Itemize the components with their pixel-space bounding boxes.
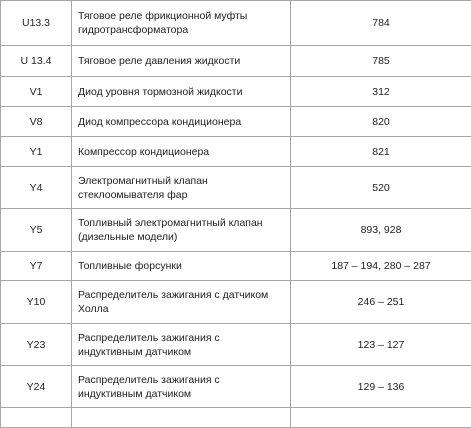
row-description: Распределитель зажигания с индуктивным датчиком bbox=[72, 366, 291, 408]
table-row-partial bbox=[1, 408, 471, 428]
row-number: 821 bbox=[291, 137, 471, 167]
row-code: Y5 bbox=[1, 209, 72, 252]
row-description: Компрессор кондиционера bbox=[72, 137, 291, 167]
row-description: Распределитель зажигания с индуктивным датчиком bbox=[72, 324, 291, 366]
row-number: 187 – 194, 280 – 287 bbox=[291, 252, 471, 281]
table-row bbox=[1, 324, 471, 366]
row-code: Y10 bbox=[1, 281, 72, 324]
row-description: Топливные форсунки bbox=[72, 252, 291, 281]
row-number: 129 – 136 bbox=[291, 366, 471, 408]
row-code: Y7 bbox=[1, 252, 72, 281]
row-description: Диод компрессора кондиционера bbox=[72, 107, 291, 137]
row-description: Электромагнитный клапан стеклоомывателя фар bbox=[72, 167, 291, 209]
row-code: V1 bbox=[1, 77, 72, 107]
row-number: 312 bbox=[291, 77, 471, 107]
row-number: 123 – 127 bbox=[291, 324, 471, 366]
row-description: Тяговое реле давления жидкости bbox=[72, 46, 291, 77]
table-row bbox=[1, 281, 471, 324]
row-number: 820 bbox=[291, 107, 471, 137]
row-description: Распределитель зажигания с датчиком Холла bbox=[72, 281, 291, 324]
table-row bbox=[1, 252, 471, 281]
table-row bbox=[1, 46, 471, 77]
table-row bbox=[1, 366, 471, 408]
table-row bbox=[1, 107, 471, 137]
row-code: U 13.4 bbox=[1, 46, 72, 77]
table-row bbox=[1, 167, 471, 209]
table-row bbox=[1, 77, 471, 107]
row-number-empty bbox=[291, 408, 471, 428]
table-row bbox=[1, 209, 471, 252]
row-code: Y1 bbox=[1, 137, 72, 167]
row-description: Тяговое реле фрикционной муфты гидротрансформатора bbox=[72, 1, 291, 46]
row-code: V8 bbox=[1, 107, 72, 137]
row-code: Y24 bbox=[1, 366, 72, 408]
row-code: Y4 bbox=[1, 167, 72, 209]
table-row bbox=[1, 1, 471, 46]
row-number: 520 bbox=[291, 167, 471, 209]
row-code-empty bbox=[1, 408, 72, 428]
row-number: 784 bbox=[291, 1, 471, 46]
row-description: Диод уровня тормозной жидкости bbox=[72, 77, 291, 107]
row-description-empty bbox=[72, 408, 291, 428]
row-number: 893, 928 bbox=[291, 209, 471, 252]
row-description: Топливный электромагнитный клапан (дизельные модели) bbox=[72, 209, 291, 252]
table-row bbox=[1, 137, 471, 167]
row-number: 246 – 251 bbox=[291, 281, 471, 324]
row-number: 785 bbox=[291, 46, 471, 77]
row-code: U13.3 bbox=[1, 1, 72, 46]
row-code: Y23 bbox=[1, 324, 72, 366]
